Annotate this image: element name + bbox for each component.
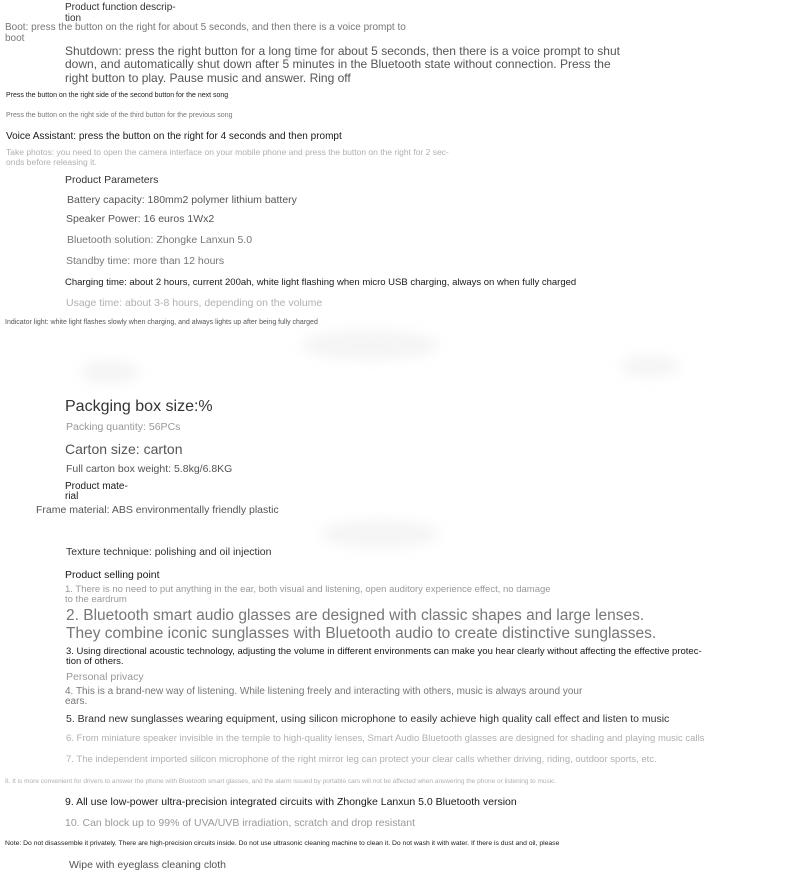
standby-param: Standby time: more than 12 hours [66,255,225,267]
carton-size: Carton size: carton [65,441,183,457]
care-note: Note: Do not disassemble it privately. There are high-precision circuits inside. Do not use ultrasonic cleaning machine to clean it. Do not wash it with water. If there is dust and oil, please [5,840,560,847]
voice-assistant-instruction: Voice Assistant: press the button on the right for 4 seconds and then prompt [6,131,342,142]
battery-param: Battery capacity: 180mm2 polymer lithium battery [67,194,297,206]
packing-quantity: Packing quantity: 56PCs [66,421,181,433]
selling-heading: Product selling point [65,569,160,581]
boot-instruction: Boot: press the button on the right for about 5 seconds, and then there is a voice prompt to boot [5,22,406,45]
watermark-smudge [320,520,440,548]
speaker-param: Speaker Power: 16 euros 1Wx2 [66,213,215,225]
selling-point-9: 9. All use low-power ultra-precision integrated circuits with Zhongke Lanxun 5.0 Bluetooth version [65,796,517,808]
selling-point-8: 8. It is more convenient for drivers to answer the phone with Bluetooth smart glasses, and the alarm issued by portable cars will not be affected when answering the phone or listening to music. [5,778,557,785]
indicator-param: Indicator light: white light flashes slowly when charging, and always lights up after being fully charged [5,319,318,326]
wipe-instruction: Wipe with eyeglass cleaning cloth [69,859,226,871]
watermark-smudge [620,355,680,377]
selling-point-3: 3. Using directional acoustic technology, adjusting the volume in different environments can make you hear clearly without affecting the effective protec- tion of others. [66,646,702,668]
selling-point-6: 6. From miniature speaker invisible in the temple to high-quality lenses, Smart Audio Bluetooth glasses are designed for shading and playing music calls [66,733,705,744]
prev-song-instruction: Press the button on the right side of the third button for the previous song [6,112,233,119]
selling-point-1: 1. There is no need to put anything in the ear, both visual and listening, open auditory experience effect, no damage to the eardrum [65,584,551,606]
selling-point-10: 10. Can block up to 99% of UVA/UVB irradiation, scratch and drop resistant [65,817,415,829]
next-song-instruction: Press the button on the right side of the second button for the next song [6,92,229,99]
charging-param: Charging time: about 2 hours, current 200ah, white light flashing when micro USB charging, always on when fully charged [65,277,577,288]
selling-point-5: 5. Brand new sunglasses wearing equipment, using silicon microphone to easily achieve high quality call effect and listen to music [66,713,670,725]
photos-instruction: Take photos: you need to open the camera interface on your mobile phone and press the button on the right for 2 sec- onds before releasing it. [6,147,449,167]
selling-point-4: 4. This is a brand-new way of listening. While listening freely and interacting with others, music is always around your ears. [65,686,583,708]
selling-point-2: 2. Bluetooth smart audio glasses are designed with classic shapes and large lenses. They combine iconic sunglasses with Bluetooth audio to create distinctive sunglasses. [66,607,657,643]
personal-privacy: Personal privacy [66,671,144,683]
parameters-heading: Product Parameters [65,174,159,186]
texture-technique: Texture technique: polishing and oil injection [66,546,272,558]
watermark-smudge [300,330,440,360]
shutdown-instruction: Shutdown: press the right button for a long time for about 5 seconds, then there is a voice prompt to shut down, and automatically shut down after 5 minutes in the Bluetooth state without connection. Press the right button to play. Pause music and answer. Ring off [65,44,620,85]
selling-point-7: 7. The independent imported silicon microphone of the right mirror leg can protect your clear calls whether driving, riding, outdoor sports, etc. [66,754,657,765]
frame-material: Frame material: ABS environmentally friendly plastic [36,504,279,516]
bluetooth-param: Bluetooth solution: Zhongke Lanxun 5.0 [67,234,253,246]
material-heading: Product mate- rial [65,481,128,502]
watermark-smudge [80,360,140,384]
usage-param: Usage time: about 3-8 hours, depending on the volume [66,297,323,309]
carton-weight: Full carton box weight: 5.8kg/6.8KG [66,463,233,475]
box-size: Packging box size:% [65,398,213,415]
function-heading: Product function descrip- tion [65,2,176,25]
